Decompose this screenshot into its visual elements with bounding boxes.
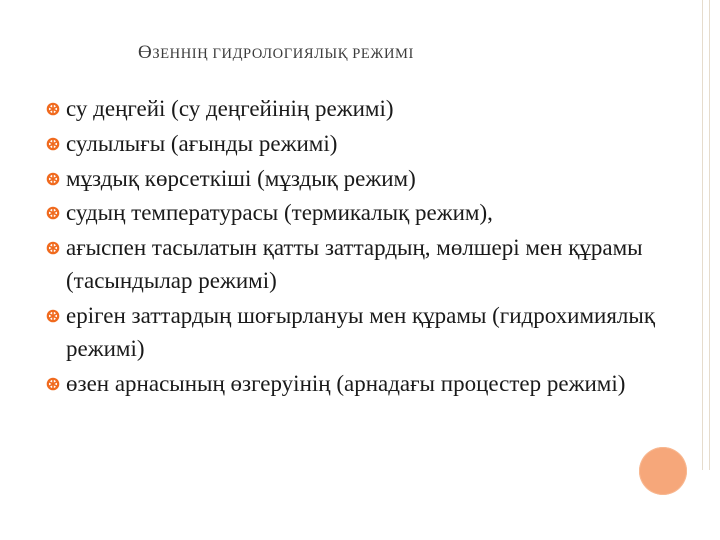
bullet-text: өзен арнасының өзгеруінің (арнадағы процестер режимі)	[66, 370, 626, 396]
bullet-item	[46, 92, 686, 125]
bullet-text: ағыспен тасылатын қатты заттардың, мөлшері мен құрамы (тасындылар режимі)	[66, 235, 643, 294]
title-rest: ЗЕННІҢ ГИДРОЛОГИЯЛЫҚ РЕЖИМІ	[152, 46, 414, 62]
bullet-text: сулылығы (ағынды режимі)	[66, 130, 338, 156]
bullet-item	[46, 299, 686, 365]
title-initial: Ө	[138, 42, 153, 63]
star-of-life-icon	[46, 309, 60, 323]
star-of-life-icon	[46, 206, 60, 220]
bullet-item	[46, 127, 686, 160]
bullet-text: мұздық көрсеткіші (мұздық режим)	[66, 165, 416, 191]
star-of-life-icon	[46, 377, 60, 391]
decorative-circle	[639, 447, 687, 495]
decorative-vertical-rule	[702, 0, 710, 470]
bullet-item	[46, 231, 686, 297]
bullet-item	[46, 196, 686, 229]
star-of-life-icon	[46, 137, 60, 151]
bullet-text: су деңгейі (су деңгейінің режимі)	[66, 96, 394, 121]
bullet-item	[46, 162, 686, 195]
star-of-life-icon	[46, 172, 60, 186]
bullet-text: еріген заттардың шоғырлануы мен құрамы (гидрохимиялық режимі)	[66, 302, 656, 361]
bullet-text: судың температурасы (термикалық режим),	[66, 200, 493, 226]
bullet-item	[46, 367, 686, 400]
star-of-life-icon	[46, 241, 60, 255]
slide-title	[138, 42, 414, 64]
star-of-life-icon	[46, 102, 60, 116]
bullet-list	[46, 92, 686, 402]
